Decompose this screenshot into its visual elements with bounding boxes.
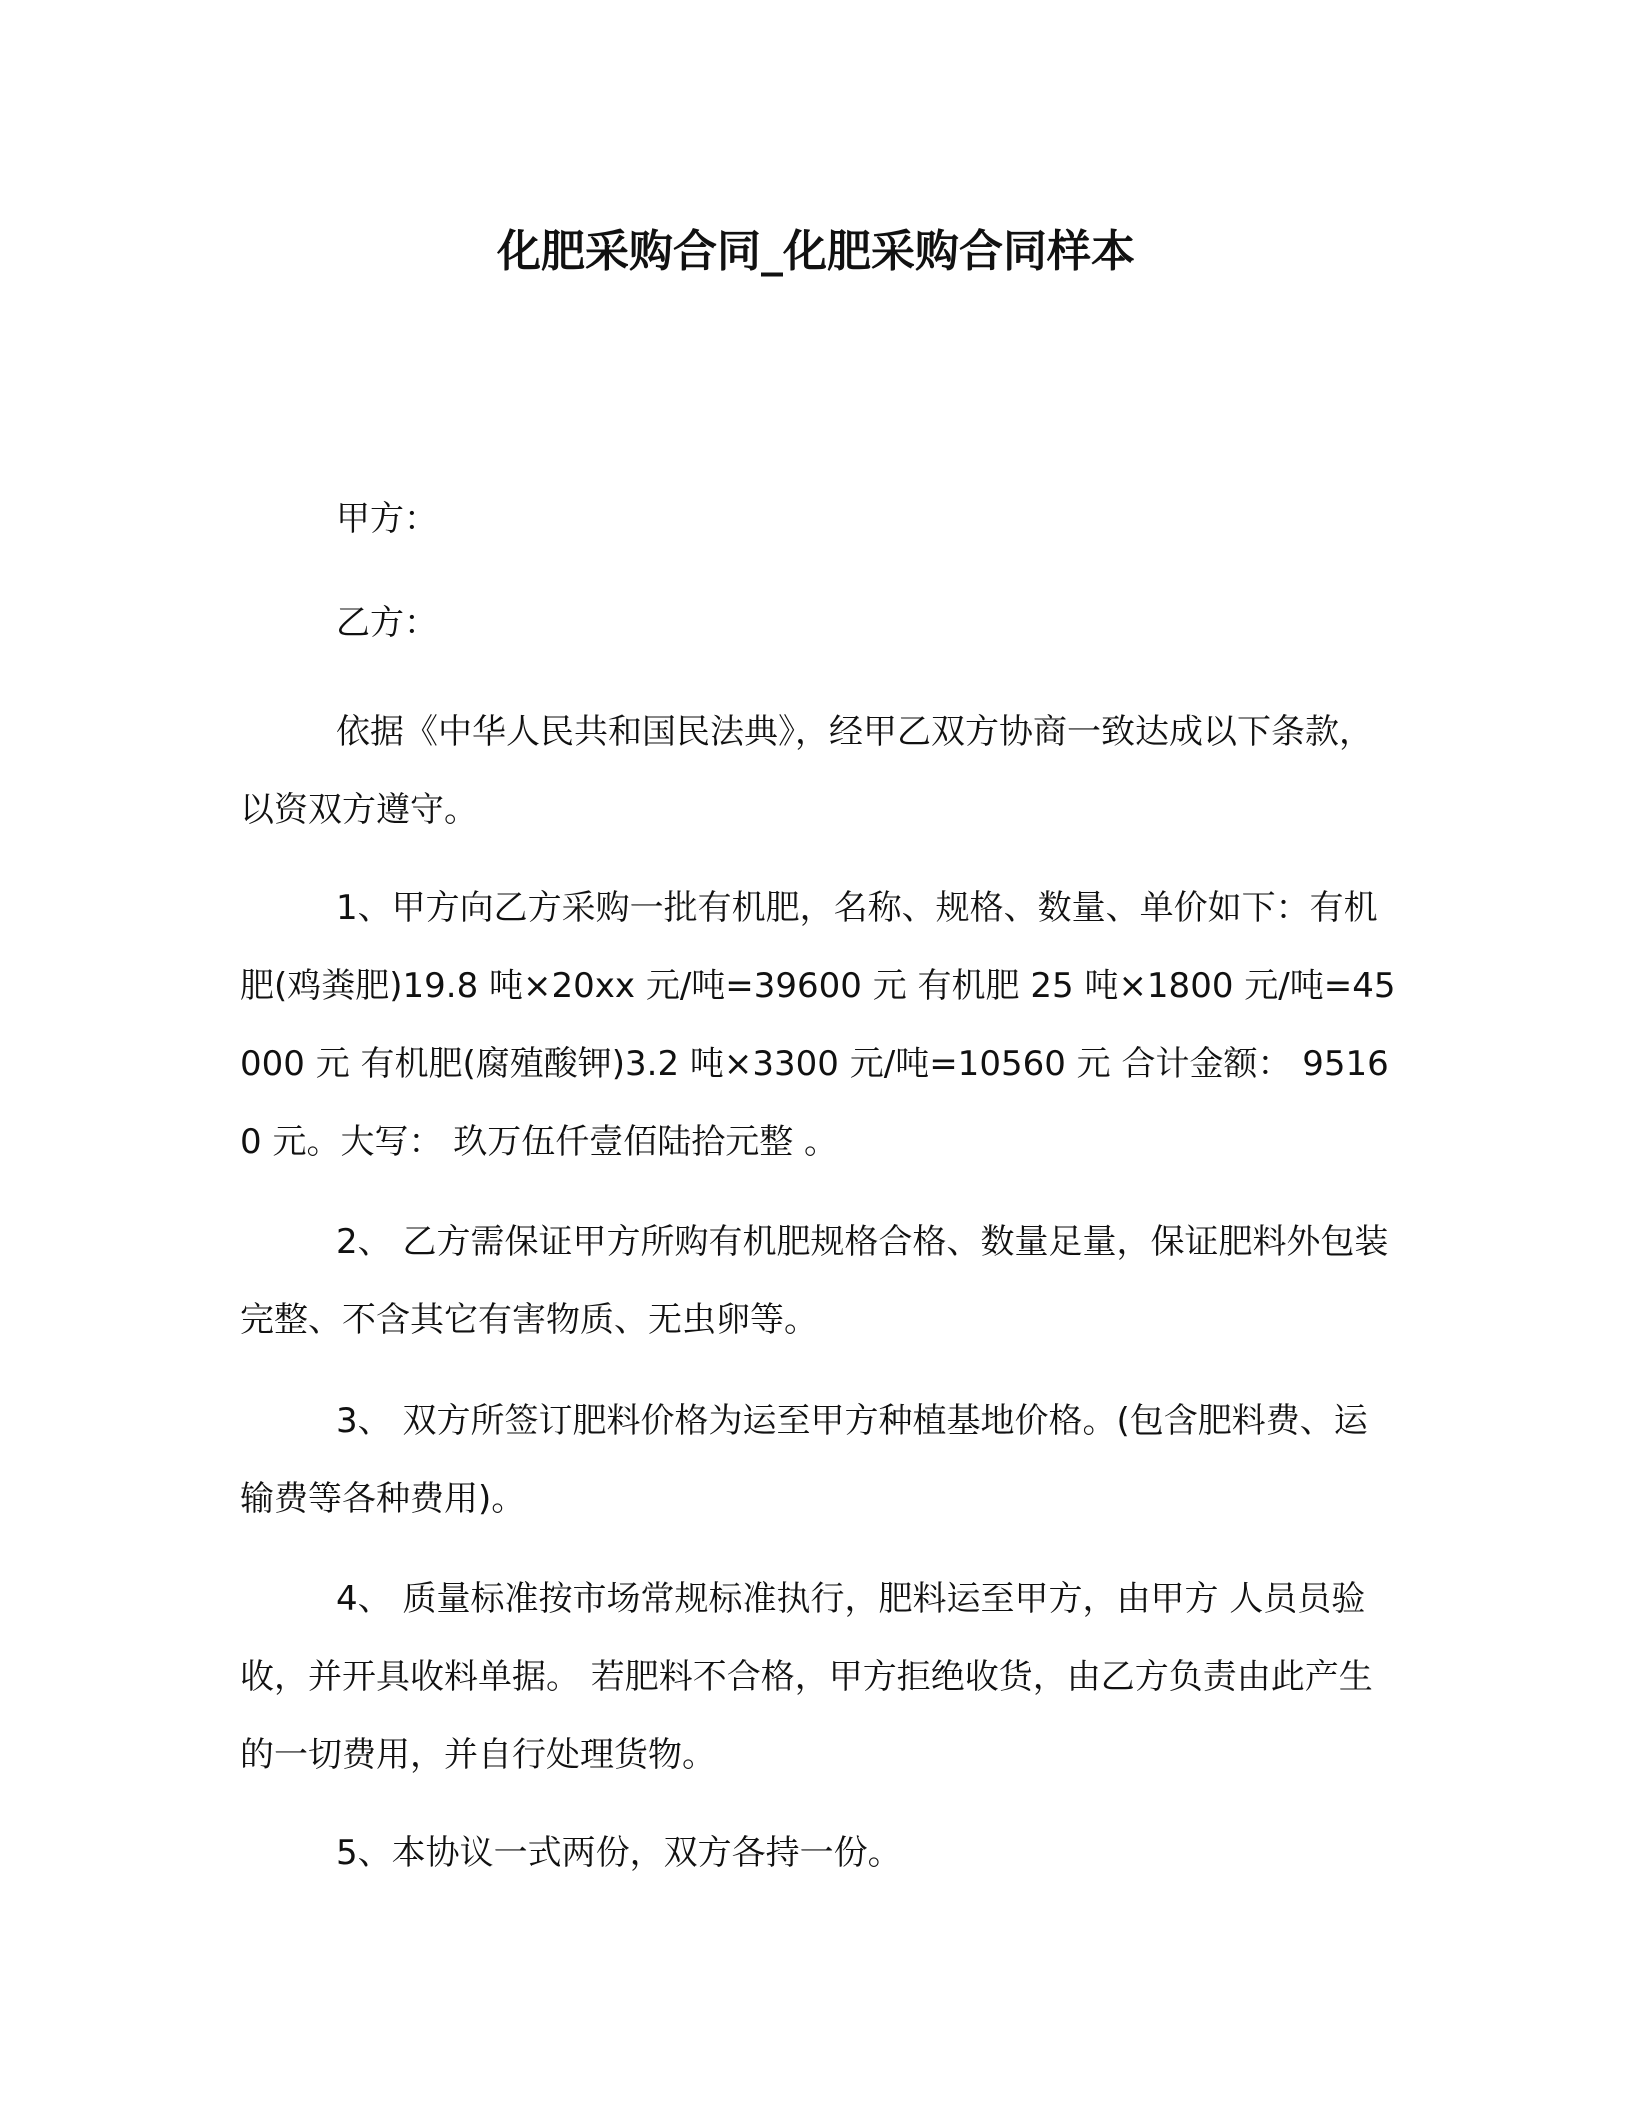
clause-2: 2、 乙方需保证甲方所购有机肥规格合格、数量足量，保证肥料外包装完整、不含其它有害物质、无虫卵等。 <box>240 1222 1389 1340</box>
party-b-label: 乙方： <box>336 603 438 643</box>
clause-3: 3、 双方所签订肥料价格为运至甲方种植基地价格。(包含肥料费、运输费等各种费用)。 <box>240 1401 1368 1519</box>
intro-paragraph: 依据《中华人民共和国民法典》，经甲乙双方协商一致达成以下条款，以资双方遵守。 <box>240 712 1373 830</box>
clause-1: 1、甲方向乙方采购一批有机肥，名称、规格、数量、单价如下：有机肥(鸡粪肥)19.8 吨×20xx 元/吨=39600 元 有机肥 25 吨×1800 元/吨=45000 元 有机肥(腐殖酸钾)3.2 吨×3300 元/吨=10560 元 合计金额： 95160 元。大写： 玖万伍仟壹佰陆拾元整 。 <box>240 888 1396 1162</box>
party-a-label: 甲方： <box>336 499 438 539</box>
clause-4: 4、 质量标准按市场常规标准执行，肥料运至甲方，由甲方 人员员验收，并开具收料单据。 若肥料不合格，甲方拒绝收货，由乙方负责由此产生的一切费用，并自行处理货物。 <box>240 1579 1373 1775</box>
document-title: 化肥采购合同_化肥采购合同样本 <box>497 226 1135 277</box>
clause-5: 5、本协议一式两份，双方各持一份。 <box>336 1833 902 1873</box>
